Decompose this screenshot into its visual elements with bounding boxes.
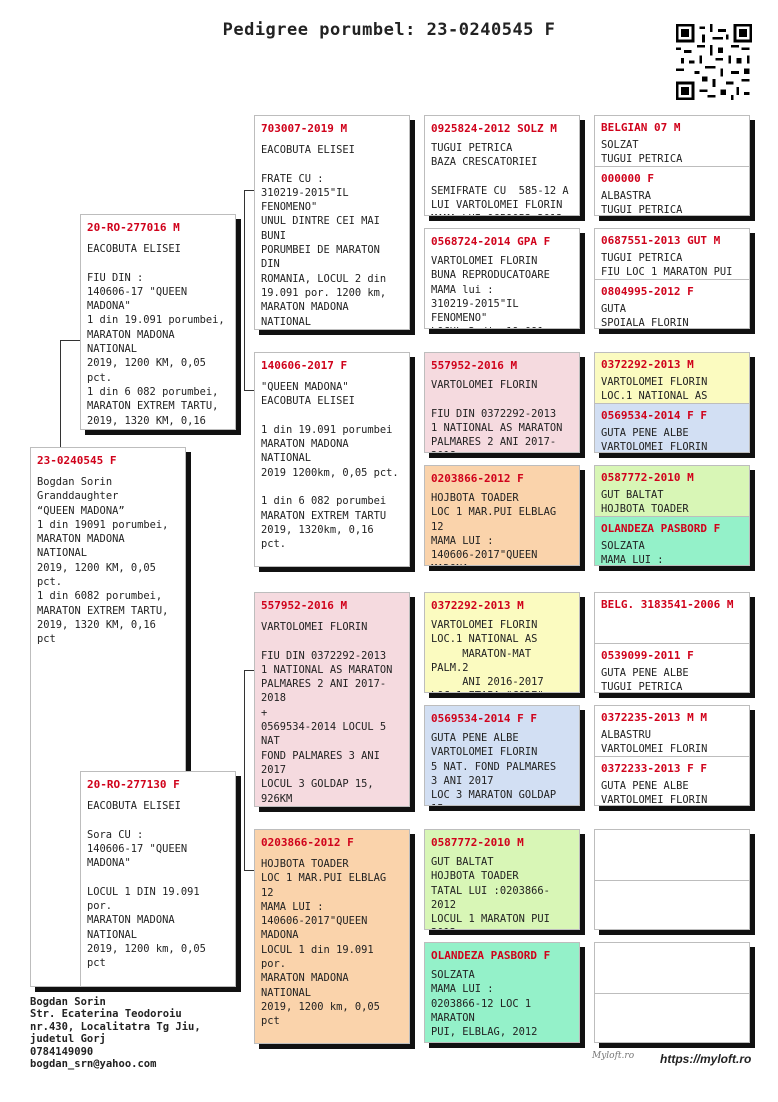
grandfather-paternal-card	[254, 115, 410, 330]
gen4-card	[594, 115, 750, 216]
card-text: ALBASTRA TUGUI PETRICA	[601, 190, 683, 216]
card-text: EACOBUTA ELISEI Sora CU : 140606-17 "QUEEN MADONA" LOCUL 1 DIN 19.091 por. MARATON MADONA NATIONAL 2019, 1200 km, 0,05 pct	[87, 800, 206, 970]
card-text: SOLZATA MAMA LUI :	[601, 540, 664, 566]
contact-county: judetul Gorj	[30, 1033, 106, 1046]
ring-number: OLANDEZA PASBORD F	[431, 949, 551, 962]
website-link[interactable]: https://myloft.ro	[660, 1052, 752, 1066]
gen4-entry	[595, 116, 749, 166]
card-text: SOLZAT TUGUI PETRICA	[601, 139, 683, 166]
ancestor-card	[424, 352, 580, 453]
card-text: VARTOLOMEI FLORIN BUNA REPRODUCATOARE MAMA lui : 310219-2015"IL FENOMENO"	[431, 255, 550, 325]
gen4-entry	[595, 404, 749, 453]
gen4-entry	[595, 593, 749, 643]
gen4-entry	[595, 517, 749, 566]
card-text: GUTA PENE ALBE VARTOLOMEI FLORIN	[601, 780, 708, 806]
connector-line	[244, 390, 254, 391]
grandmother-maternal-card	[254, 829, 410, 1044]
ring-number: BELG. 3183541-2006 M	[601, 598, 734, 611]
ring-number: 23-0240545 F	[37, 454, 117, 467]
gen4-card-empty	[594, 829, 750, 930]
gen4-card	[594, 592, 750, 693]
ring-number: 0372292-2013 M	[431, 599, 524, 612]
connector-line	[244, 670, 245, 870]
ring-number: 20-RO-277016 M	[87, 221, 180, 234]
ring-number: 0372292-2013 M	[601, 358, 694, 371]
card-text: EACOBUTA ELISEI FRATE CU : 310219-2015"IL FENOMENO" UNUL DINTRE CEI MAI BUNI PORUMBEI DE MARATON DIN ROMANIA, LOCUL 2 din 19.091 por. 1200 km, MARATON MADONA NATIONAL	[261, 144, 387, 328]
gen4-card	[594, 228, 750, 329]
ring-number: 20-RO-277130 F	[87, 778, 180, 791]
ancestor-card	[424, 592, 580, 693]
ancestor-card	[424, 942, 580, 1043]
page-title: Pedigree porumbel: 23-0240545 F	[222, 20, 556, 40]
ring-number: 0925824-2012 SOLZ M	[431, 122, 557, 135]
ring-number: 0569534-2014 F F	[601, 409, 707, 422]
contact-name: Bogdan Sorin	[30, 996, 106, 1008]
grandmother-paternal-card	[254, 352, 410, 567]
connector-line	[244, 670, 254, 671]
father-card	[80, 214, 236, 430]
card-divider	[595, 880, 749, 881]
ring-number: 0372233-2013 F F	[601, 762, 707, 775]
ring-number: 0569534-2014 F F	[431, 712, 537, 725]
gen4-card	[594, 465, 750, 566]
gen4-entry	[595, 353, 749, 403]
gen4-card	[594, 352, 750, 453]
contact-email: bogdan_srn@yahoo.com	[30, 1058, 157, 1071]
card-text: HOJBOTA TOADER LOC 1 MAR.PUI ELBLAG 12 MAMA LUI : 140606-2017"QUEEN	[431, 492, 557, 562]
card-text: Bogdan Sorin Granddaughter “QUEEN MADONA” 1 din 19091 porumbei, MARATON MADONA NATIONAL 2019, 1200 KM, 0,05 pct. 1 din 6082 porumbei, MARATON EXTREM TARTU, 2019, 1320 KM, 0,16 pct	[37, 476, 169, 646]
card-text: GUT BALTAT HOJBOTA TOADER TATAL LUI :0203866-2012 LOCUL 1 MARATON PUI	[431, 856, 550, 926]
contact-locality: nr.430, Localitatra Tg Jiu,	[30, 1020, 201, 1033]
connector-line	[244, 190, 254, 191]
gen4-card-empty	[594, 942, 750, 1043]
card-text: "QUEEN MADONA" EACOBUTA ELISEI 1 din 19.091 porumbei MARATON MADONA NATIONAL 2019 1200km, 0,05 pct. 1 din 6 082 porumbei MARATON EXTREM TARTU 2019, 1320km, 0,16 pct.	[261, 381, 399, 551]
connector-line	[244, 870, 254, 871]
card-text: VARTOLOMEI FLORIN FIU DIN 0372292-2013 1 NATIONAL AS MARATON PALMARES 2 ANI 2017-2018 + 0569534-2014 LOCUL 5 NAT FOND PALMARES 3 ANI 2017 LOCUL 3 GOLDAP 15, 926KM	[261, 621, 393, 805]
contact-street: Str. Ecaterina Teodoroiu	[30, 1008, 182, 1021]
ancestor-card	[424, 829, 580, 930]
connector-line	[60, 340, 61, 448]
card-text: VARTOLOMEI FLORIN FIU DIN 0372292-2013 1 NATIONAL AS MARATON PALMARES 2 ANI 2017-	[431, 379, 563, 449]
ring-number: 0203866-2012 F	[431, 472, 524, 485]
grandfather-maternal-card	[254, 592, 410, 807]
qr-code-icon	[676, 24, 752, 100]
breeder-contact	[30, 996, 201, 1070]
ring-number: 703007-2019 M	[261, 122, 348, 135]
ring-number: 0539099-2011 F	[601, 649, 694, 662]
card-text: TUGUI PETRICA FIU LOC 1 MARATON PUI	[601, 252, 733, 279]
contact-phone: 0784149090	[30, 1045, 94, 1058]
ring-number: BELGIAN 07 M	[601, 121, 681, 134]
ancestor-card	[424, 705, 580, 806]
gen4-entry	[595, 229, 749, 279]
gen4-entry	[595, 706, 749, 756]
ring-number: 0568724-2014 GPA F	[431, 235, 551, 248]
signature: Myloft.ro	[592, 1051, 635, 1061]
ring-number: OLANDEZA PASBORD F	[601, 522, 721, 535]
card-text: GUTA PENE ALBE TUGUI PETRICA	[601, 667, 689, 693]
card-text: GUT BALTAT HOJBOTA TOADER	[601, 489, 689, 516]
ring-number: 557952-2016 M	[261, 599, 348, 612]
gen4-entry	[595, 167, 749, 216]
ancestor-card	[424, 465, 580, 566]
gen4-card	[594, 705, 750, 806]
card-text: GUTA PENE ALBE VARTOLOMEI FLORIN 5 NAT. FOND PALMARES 3 ANI 2017 LOC 3 MARATON GOLDAP	[431, 732, 557, 802]
ring-number: 0372235-2013 M M	[601, 711, 707, 724]
gen4-entry	[595, 644, 749, 693]
card-text: VARTOLOMEI FLORIN LOC.1 NATIONAL AS MARATON-MAT PALM.2 ANI 2016-2017	[431, 619, 544, 689]
gen4-entry	[595, 280, 749, 329]
card-text: TUGUI PETRICA BAZA CRESCATORIEI SEMIFRATE CU 585-12 A LUI VARTOLOMEI FLORIN	[431, 142, 569, 212]
ring-number: 140606-2017 F	[261, 359, 348, 372]
card-divider	[595, 993, 749, 994]
ring-number: 557952-2016 M	[431, 359, 518, 372]
ring-number: 0587772-2010 M	[601, 471, 694, 484]
ring-number: 000000 F	[601, 172, 654, 185]
mother-card	[80, 771, 236, 987]
card-text: SOLZATA MAMA LUI : 0203866-12 LOC 1 MARATON PUI, ELBLAG, 2012	[431, 969, 538, 1039]
card-text: GUTA PENE ALBE VARTOLOMEI FLORIN	[601, 427, 708, 453]
ring-number: 0687551-2013 GUT M	[601, 234, 721, 247]
card-text: GUTA SPOIALA FLORIN	[601, 303, 689, 329]
ring-number: 0203866-2012 F	[261, 836, 354, 849]
card-text: ALBASTRU VARTOLOMEI FLORIN	[601, 729, 708, 756]
gen4-entry	[595, 757, 749, 806]
card-text: HOJBOTA TOADER LOC 1 MAR.PUI ELBLAG 12 MAMA LUI : 140606-2017"QUEEN MADONA LOCUL 1 din 19.091 por. MARATON MADONA NATIONAL 2019, 1200 km, 0,05 pct	[261, 858, 387, 1028]
connector-line	[244, 190, 245, 390]
card-text: EACOBUTA ELISEI FIU DIN : 140606-17 "QUEEN MADONA" 1 din 19.091 porumbei, MARATON MADONA NATIONAL 2019, 1200 KM, 0,05 pct. 1 din 6 082 porumbei, MARATON EXTREM TARTU, 2019, 1320 KM, 0,16	[87, 243, 225, 427]
ancestor-card	[424, 228, 580, 329]
connector-line	[60, 340, 80, 341]
gen4-entry	[595, 466, 749, 516]
card-text: VARTOLOMEI FLORIN LOC.1 NATIONAL AS	[601, 376, 708, 403]
ring-number: 0587772-2010 M	[431, 836, 524, 849]
ancestor-card	[424, 115, 580, 216]
ring-number: 0804995-2012 F	[601, 285, 694, 298]
